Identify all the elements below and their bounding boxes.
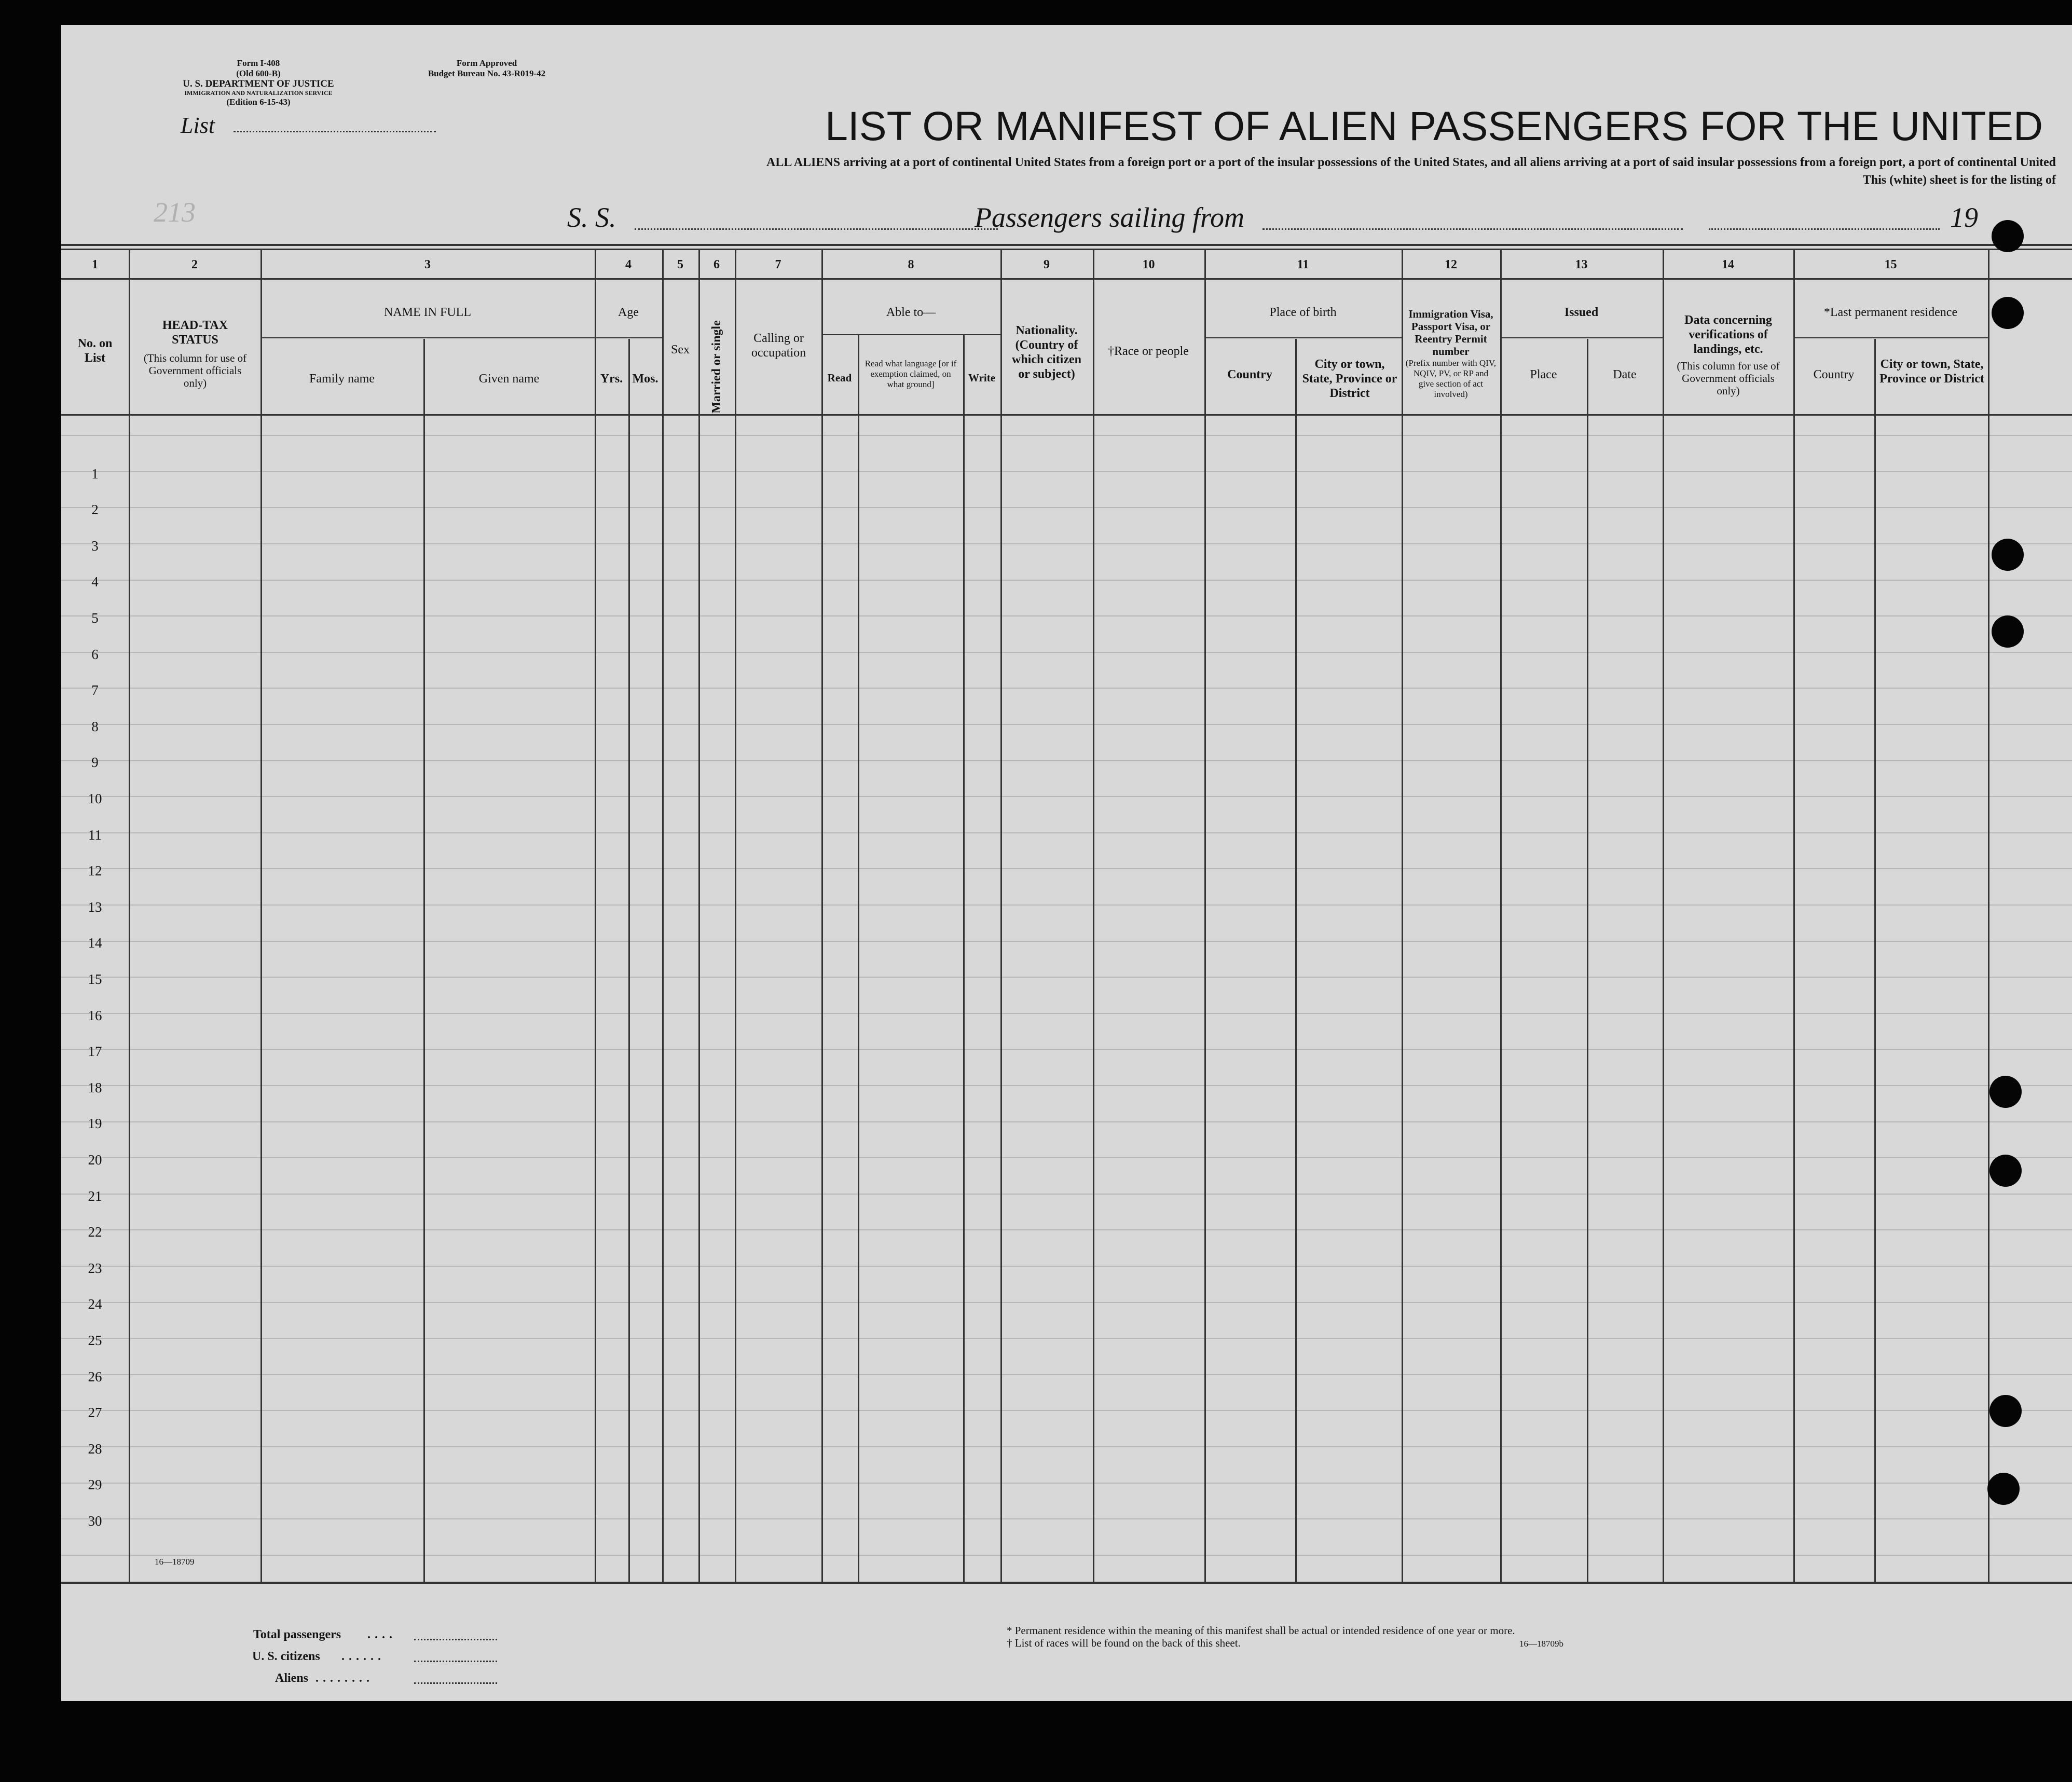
- header-data-note: (This column for use of Government officials only): [1677, 360, 1780, 397]
- row-number: 4: [91, 574, 99, 590]
- col-line: [821, 249, 823, 1583]
- colnum: 12: [1445, 258, 1457, 271]
- age-subrule: [595, 337, 662, 338]
- colnum: 3: [424, 258, 431, 271]
- colnum: 1: [92, 258, 98, 271]
- col-line: [1295, 339, 1297, 1583]
- total-passengers-label: Total passengers: [253, 1628, 341, 1641]
- header-birth-city: City or town, State, Province or District: [1302, 358, 1397, 400]
- header-family-name: Family name: [309, 372, 375, 386]
- col-line: [423, 339, 425, 1583]
- header-calling: Calling or occupation: [751, 332, 806, 360]
- row-number: 11: [88, 827, 102, 843]
- row-number: 18: [88, 1080, 102, 1095]
- aliens-line: [414, 1682, 497, 1684]
- row-number: 9: [91, 755, 99, 770]
- leader-dots: ........: [315, 1671, 374, 1685]
- manifest-sheet: [61, 25, 2072, 1701]
- leader-dots: ....: [367, 1628, 396, 1641]
- row-number: 12: [88, 863, 102, 879]
- colnum: 11: [1297, 258, 1309, 271]
- header-res-city: City or town, State, Province or District: [1879, 358, 1984, 386]
- colnum: 5: [677, 258, 683, 271]
- colnum: 13: [1575, 258, 1588, 271]
- header-given-name: Given name: [478, 372, 540, 386]
- list-label: List: [181, 113, 215, 138]
- row-number: 2: [91, 502, 99, 517]
- list-number-line: [234, 131, 436, 132]
- header-res-country: Country: [1813, 368, 1855, 381]
- col-line: [1000, 249, 1002, 1583]
- row-number: 28: [88, 1441, 102, 1457]
- col-line: [698, 249, 700, 1583]
- punch-hole: [1992, 539, 2024, 571]
- footnote-races: † List of races will be found on the back of this sheet.: [1007, 1637, 1241, 1649]
- ruled-body: [61, 416, 2072, 1582]
- issued-subrule: [1500, 337, 1663, 338]
- colnum: 6: [713, 258, 720, 271]
- print-code: 16—18709: [155, 1557, 195, 1567]
- header-nationality: Nationality. (Country of which citizen or subject): [1012, 324, 1081, 381]
- handwritten-mark: 213: [154, 197, 196, 228]
- sailing-from-line: [1263, 228, 1683, 230]
- colnum: 8: [908, 258, 914, 271]
- colnum-rule: [61, 278, 2072, 280]
- col-line: [1874, 339, 1876, 1583]
- row-number: 8: [91, 719, 99, 734]
- col-line: [1093, 249, 1094, 1583]
- row-number: 13: [88, 899, 102, 915]
- colnum: 15: [1884, 258, 1897, 271]
- col-line: [963, 335, 965, 1583]
- row-number: 25: [88, 1333, 102, 1348]
- col-line: [1793, 249, 1795, 1583]
- colnum: 7: [775, 258, 781, 271]
- row-number: 27: [88, 1405, 102, 1420]
- footer-code: 16—18709b: [1519, 1639, 1563, 1649]
- row-number: 6: [91, 647, 99, 662]
- punch-hole: [1992, 615, 2024, 648]
- form-meta-block: [160, 58, 357, 107]
- row-number: 22: [88, 1224, 102, 1240]
- total-passengers-line: [414, 1639, 497, 1640]
- punch-hole: [1987, 1473, 2020, 1505]
- col-line: [1500, 249, 1502, 1583]
- header-race: †Race or people: [1108, 345, 1189, 358]
- header-place-of-birth: Place of birth: [1269, 306, 1337, 319]
- colnum: 9: [1044, 258, 1050, 271]
- punch-hole: [1992, 220, 2024, 252]
- able-subrule: [821, 334, 1000, 335]
- row-number: 20: [88, 1152, 102, 1168]
- ss-name-line: [635, 228, 998, 230]
- page-title: LIST OR MANIFEST OF ALIEN PASSENGERS FOR THE UNITED: [825, 103, 2043, 149]
- header-no-on-list: No. on List: [77, 337, 113, 365]
- residence-subrule: [1793, 337, 1988, 338]
- colnum: 2: [191, 258, 198, 271]
- ss-label: S. S.: [567, 202, 616, 233]
- row-number: 29: [88, 1477, 102, 1492]
- header-issued-date: Date: [1613, 368, 1637, 381]
- us-citizens-line: [414, 1661, 497, 1662]
- row-number: 24: [88, 1296, 102, 1312]
- header-married: Married or single: [710, 320, 723, 414]
- header-able-to: Able to—: [886, 306, 936, 319]
- row-number: 3: [91, 538, 99, 554]
- header-last-residence: *Last permanent residence: [1823, 306, 1958, 319]
- header-birth-country: Country: [1227, 368, 1272, 381]
- row-number: 7: [91, 682, 99, 698]
- header-name-in-full: NAME IN FULL: [384, 306, 471, 319]
- header-age: Age: [618, 306, 639, 319]
- row-number: 15: [88, 971, 102, 987]
- header-data-concerning: Data concerning verifications of landings, etc.: [1684, 313, 1772, 356]
- col-line: [129, 249, 130, 1583]
- col-line: [628, 339, 630, 1583]
- header-issued-place: Place: [1530, 368, 1557, 381]
- col-line: [1988, 249, 1989, 1583]
- row-number: 19: [88, 1116, 102, 1131]
- birth-subrule: [1204, 337, 1402, 338]
- header-visa-note: (Prefix number with QIV, NQIV, PV, or RP and give section of act involved): [1405, 358, 1497, 399]
- us-citizens-label: U. S. citizens: [252, 1650, 320, 1663]
- sailing-date-line: [1709, 228, 1940, 230]
- col-line: [735, 249, 736, 1583]
- title-subline-2: This (white) sheet is for the listing of: [1862, 173, 2056, 187]
- row-number: 21: [88, 1188, 102, 1204]
- col-line: [662, 249, 664, 1583]
- row-number: 14: [88, 935, 102, 951]
- col-line: [260, 249, 262, 1583]
- header-write: Write: [968, 372, 996, 384]
- title-subline: ALL ALIENS arriving at a port of continental United States from a foreign port or a port of the insular possessions of the United States, and all aliens arriving at a port of said insular possessions from a foreign port, a port of continental United: [766, 156, 2056, 169]
- budget-bureau: Budget Bureau No. 43-R019-42: [428, 68, 546, 78]
- service-name: IMMIGRATION AND NATURALIZATION SERVICE: [184, 89, 333, 97]
- header-mos: Mos.: [632, 372, 658, 386]
- form-number: Form I-408: [237, 58, 280, 68]
- year-label: 19: [1950, 202, 1978, 233]
- punch-hole: [1989, 1155, 2022, 1187]
- col-line: [1587, 339, 1588, 1583]
- col-line: [1204, 249, 1206, 1583]
- row-number: 23: [88, 1260, 102, 1276]
- header-sex: Sex: [671, 343, 690, 357]
- colnum: 14: [1722, 258, 1734, 271]
- department-name: U. S. DEPARTMENT OF JUSTICE: [183, 78, 334, 89]
- row-number: 1: [91, 466, 99, 482]
- header-head-tax-note: (This column for use of Government officials only): [143, 352, 247, 389]
- footnote-residence: * Permanent residence within the meaning of this manifest shall be actual or intended residence of one year or more.: [1007, 1624, 1515, 1637]
- sailing-label: Passengers sailing from: [975, 202, 1245, 233]
- header-issued: Issued: [1564, 306, 1599, 319]
- row-number: 10: [88, 791, 102, 806]
- punch-hole: [1989, 1076, 2022, 1108]
- row-number: 30: [88, 1513, 102, 1529]
- header-visa: Immigration Visa, Passport Visa, or Reentry Permit number: [1408, 308, 1493, 358]
- row-number: 5: [91, 610, 99, 626]
- leader-dots: ......: [341, 1650, 385, 1663]
- aliens-label: Aliens: [275, 1671, 309, 1685]
- col-line: [1402, 249, 1403, 1583]
- table-top-rule: [61, 244, 2072, 246]
- punch-hole: [1989, 1395, 2022, 1427]
- table-bottom-rule: [61, 1582, 2072, 1584]
- col-line: [595, 249, 596, 1583]
- header-head-tax: HEAD-TAX STATUS: [162, 319, 228, 347]
- form-edition: (Edition 6-15-43): [226, 97, 291, 107]
- colnum: 4: [625, 258, 632, 271]
- col-line: [1663, 249, 1664, 1583]
- table-top-rule-2: [61, 249, 2072, 250]
- row-number: 26: [88, 1369, 102, 1385]
- header-yrs: Yrs.: [600, 372, 623, 386]
- form-old-number: (Old 600-B): [236, 68, 281, 78]
- form-approved: Form Approved: [456, 58, 517, 68]
- header-read-what: Read what language [or if exemption claimed, on what ground]: [865, 359, 957, 389]
- name-subrule: [260, 337, 595, 338]
- row-number: 16: [88, 1008, 102, 1023]
- col-line: [858, 335, 859, 1583]
- row-number: 17: [88, 1044, 102, 1059]
- approval-block: [404, 58, 570, 79]
- colnum: 10: [1142, 258, 1155, 271]
- header-read: Read: [827, 372, 852, 384]
- punch-hole: [1992, 297, 2024, 329]
